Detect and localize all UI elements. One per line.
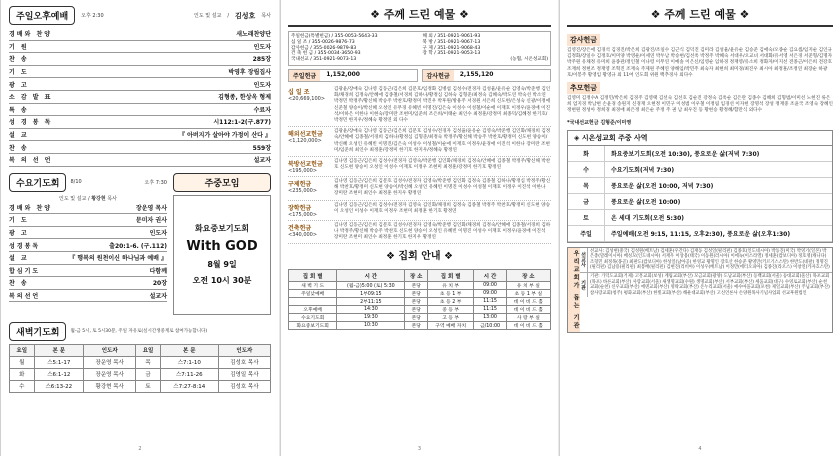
offering-amount: <235,000>: [288, 188, 318, 195]
order-row: [9, 66, 271, 79]
summary-label: 감사헌금: [423, 70, 454, 81]
order-row: [9, 277, 167, 290]
schedule-text: 주일예배(오전 9:15, 11:15, 오후2:30), 풍요로운 삶(오후1:30): [611, 230, 791, 238]
order-row: [9, 202, 167, 215]
table-cell: 스5:1-17: [34, 356, 84, 368]
bank-account-line: 주일헌금(특별헌금) / 355-0053-5643-33: [291, 34, 378, 39]
table-cell: 목: [136, 356, 161, 368]
table-row: [10, 356, 271, 368]
order-value: 시112:1-2(구.877): [213, 119, 271, 127]
offering-label: [288, 129, 334, 154]
table-row: [289, 282, 551, 290]
bank-account-line: 해 외 / 351-0921-9061-93: [422, 34, 481, 39]
table-cell: 초 등 1 부: [428, 290, 474, 298]
order-item: 찬 송: [9, 56, 29, 64]
schedule-text: 풍요로운 삶(오전 10:00, 저녁 7:30): [611, 182, 714, 190]
table-header: 본 문: [34, 344, 84, 356]
offering-names: 김광윤/장애숙 김나영 김동근/김은희 김문호 김성수/전경자 김성율/윤유순 김영숙/박준행 김인화/채경희 김정숙/안혜애 김종철/서경희 김하나/황정심 김형준/최정숙 박정주/황신해 박승주 박찬호/황정미 신도현 양승이/박신혜 오성인 유혜빈 이명진/김은숙 이성수 이성철/이순애 이재호 이정우/윤경애 이진석 이한나 장미란 조현미/임준희 최인수 최정훈/강정미 한기호 한지우/정혜숙 황정연: [334, 129, 551, 153]
order-row: [9, 129, 271, 142]
offering-amount: <1,120,000>: [288, 138, 322, 145]
order-item: 복의선언: [9, 292, 41, 300]
missionary-list: 선교사: 김성현(중국) 김성원(베트남) 김세훈(우간다) 김재동 김성일(필리핀) 김종호(인도네시아) 박동진(미국) 박영기(일본) 박은총(말레이시아) 배성모(인도네시아) 서재우 이상용(태국) 이동원(러시아) 이에녹(이스라엘) 정세훈(캄보디아) 정호영(캐나다) 조형민 최정목(몽골) 최판도(캄보디아) 한성일(남아공) 한영교 황명인 장호산 한승준 황영만(키르기스스탄) 한반도(네팔) 정명진(필리핀) 김남용(필리핀) 최봉배(필리핀) 김현진(리비아) 이성우(베트남) 이정만(에티오피아) 김종진(라오스) 이창연(카자흐스탄): [590, 248, 830, 271]
order-value: 박영후 장립집사: [228, 69, 271, 77]
table-cell: 초 등 1 부 실: [506, 290, 550, 298]
midweek-line1: 화요중보기도회: [194, 224, 250, 234]
table-header: 집 회 별: [428, 270, 474, 282]
schedule-day: 주일: [568, 226, 605, 241]
weekly-schedule-title: ◈ 시온성교회 주중 사역: [568, 131, 832, 146]
table-cell: 장운영 목사: [84, 356, 136, 368]
schedule-text: 풍요로운 삶(오전 10:00): [611, 198, 681, 206]
offering-label: [288, 203, 334, 218]
offering-type: 건축헌금: [288, 224, 312, 232]
table-cell: (월-금)5:00 (토) 5:30: [337, 282, 405, 290]
offering-type: 십 일 조: [288, 88, 310, 96]
order-item: 찬 송: [9, 144, 29, 152]
table-cell: 장운영 목사: [84, 368, 136, 380]
table-cell: 오후예배: [289, 306, 337, 314]
table-cell: 본당: [405, 322, 428, 330]
table-cell: 데 이 비 드 홀: [506, 306, 550, 314]
wed-prayer-date: 8/10: [70, 179, 82, 186]
order-item: 합심기도: [9, 267, 41, 275]
table-header: 시 간: [337, 270, 405, 282]
table-cell: 본당: [405, 290, 428, 298]
midweek-box: [173, 173, 271, 315]
bank-account-line: 장 학 / 351-0921-9053-13: [422, 51, 481, 57]
table-cell: 2부11:15: [337, 298, 405, 306]
schedule-text: 수요기도회(저녁 7:30): [611, 166, 675, 174]
order-value: 설교자: [253, 157, 271, 165]
wed-leader-label: 인도 및 설교: [59, 195, 87, 202]
order-row: [9, 214, 167, 227]
table-cell: 유 치 부 실: [506, 282, 550, 290]
schedule-day: 금: [568, 194, 605, 209]
wed-leader-line: [9, 195, 167, 202]
table-cell: 김성호 목사: [218, 380, 270, 392]
bulletin-page-4: [559, 0, 840, 456]
bulletin-page-2: [0, 0, 279, 456]
schedule-row: [568, 194, 832, 210]
wed-prayer-time: 오후 7:30: [144, 179, 167, 186]
offering-type: 해외선교헌금: [288, 131, 323, 139]
offering-row: [288, 177, 551, 201]
table-cell: 금/10:00: [474, 322, 506, 330]
sunday-pm-leader-title: 목사: [261, 13, 271, 19]
sunday-pm-leader-sep: /: [227, 12, 230, 19]
table-cell: 데 이 비 드 홀: [506, 322, 550, 330]
table-cell: 화요중보기도회: [289, 322, 337, 330]
schedule-row: [568, 226, 832, 242]
table-row: [10, 368, 271, 380]
order-value: 수료자: [253, 106, 271, 114]
offering-label: [288, 223, 334, 242]
order-row: [9, 53, 271, 66]
order-item: 찬 송: [9, 280, 29, 288]
offering-label: [288, 159, 334, 174]
table-cell: 월: [10, 356, 35, 368]
order-item: 특 송: [9, 106, 29, 114]
order-item: 기 원: [9, 43, 29, 51]
table-cell: 11:15: [474, 306, 506, 314]
table-cell: 화: [10, 368, 35, 380]
offering-row: [288, 127, 551, 157]
sunday-pm-leader: 김성호: [235, 11, 256, 20]
table-row: [289, 322, 551, 330]
institution-label: 기관: [580, 273, 588, 297]
dawn-prayer-section: [9, 322, 271, 393]
table-cell: 스7:11-26: [160, 368, 218, 380]
order-value: 장운영 목사: [135, 204, 167, 212]
wed-prayer-order: [9, 202, 167, 303]
midweek-card: [173, 195, 271, 315]
table-header: 요일: [10, 344, 35, 356]
offering-label: [288, 87, 334, 124]
summary-item: [422, 69, 552, 82]
order-row: [9, 116, 271, 129]
table-cell: [289, 298, 337, 306]
dawn-prayer-table: [9, 344, 271, 393]
page-number: 3: [417, 446, 422, 452]
meeting-title: ❖ 집회 안내 ❖: [385, 251, 453, 263]
schedule-day: 화: [568, 146, 605, 161]
wed-prayer-section: [9, 173, 167, 315]
bank-account-line: 십 일 조 / 355-0026-9876-73: [291, 39, 355, 45]
table-cell: 데 이 비 드 홀: [506, 298, 550, 306]
order-row: [9, 290, 167, 303]
offering-title: ❖ 주께 드린 예물 ❖: [288, 6, 551, 27]
bank-account-line: 북 방 / 351-0921-9067-13: [422, 39, 481, 45]
table-row: [289, 314, 551, 322]
order-value: 559장: [252, 144, 271, 152]
meeting-table: [288, 269, 551, 330]
order-value: 새노래찬양단: [236, 31, 271, 39]
order-item: 경배와 찬양: [9, 31, 53, 39]
offering-names: 김나영 김동근/김은희 김문호 김성수/전경자 김영숙/박준행 김인화/채경희 김정숙/안혜애 김종철/서경희 김하나 박정주/황신해 박승주 박찬호 신도현 양승이 오성인 유혜빈 이명진 이성수 이재호 이정우/윤경애 이진석 장미란 조현미 최인수 최정훈 한기호 한지우 황정연: [334, 222, 551, 241]
offering-amount: <340,000>: [288, 231, 318, 238]
order-row: [9, 41, 271, 54]
schedule-row: [568, 146, 832, 162]
offering-names: 김나영 김동근/김은희 김문호 김성수/전경자 김영숙/박준행 김인화 김정숙 김종철 김하나/황정심 박정주/황신해 박찬호/황정미 신도현 양승이/박신혜 오성인 유혜빈 이명진 이성수 이성철 이재호 이정우 이진석 이한나 장미란 조현미 최인수 최정훈 한지우 황정연: [334, 179, 551, 197]
sunday-pm-time: 오후 2:30: [81, 13, 104, 19]
table-cell: 본당: [405, 282, 428, 290]
order-value: 20장: [152, 280, 167, 288]
domestic-mission-note: *국내선교헌금 김형준/이미영: [567, 119, 632, 126]
order-item: 성경봉독: [9, 242, 41, 250]
order-value: 인도자: [253, 43, 271, 51]
order-value: 다함께: [149, 267, 167, 275]
table-cell: 스7:1-10: [160, 356, 218, 368]
schedule-day: 목: [568, 178, 605, 193]
offering-row: [288, 201, 551, 221]
order-item: 기 도: [9, 69, 29, 77]
table-cell: 토: [136, 380, 161, 392]
order-row: [9, 28, 271, 41]
table-cell: 새 벽 기 도: [289, 282, 337, 290]
table-cell: 주일낮예배: [289, 290, 337, 298]
order-value: 『 아버지가 살아야 가정이 산다 』: [179, 132, 271, 140]
dawn-prayer-title: 새벽기도회: [9, 322, 66, 341]
table-cell: 스7:27-8:14: [160, 380, 218, 392]
offering-row: [288, 85, 551, 127]
offering-amount: <195,000>: [288, 168, 318, 175]
order-value: 인도자: [149, 230, 167, 238]
order-row: [9, 252, 167, 265]
memorial-offering-label: 추모헌금: [567, 82, 600, 94]
schedule-row: [568, 162, 832, 178]
table-cell: 09:00: [474, 290, 506, 298]
offering-label: [288, 179, 334, 198]
table-header: 요일: [136, 344, 161, 356]
table-cell: 구역 예배 자치: [428, 322, 474, 330]
sunday-pm-leader-label: 인도 및 설교: [194, 13, 222, 19]
table-row: [10, 380, 271, 392]
order-item: 기 도: [9, 217, 29, 225]
order-value: 출20:1-6. (구.112): [109, 242, 167, 250]
order-row: [9, 239, 167, 252]
table-header: 인도자: [218, 344, 270, 356]
ministry-side-label: 우리교회가 돕는 기관: [568, 248, 580, 332]
table-header: 장 소: [506, 270, 550, 282]
table-header: 본 문: [160, 344, 218, 356]
table-cell: 중 등 부: [428, 306, 474, 314]
table-cell: 김성호 목사: [218, 356, 270, 368]
table-header: 시 간: [474, 270, 506, 282]
bank-account-line: 구 제 / 351-0921-9068-43: [422, 45, 481, 51]
order-item: 경배와 찬양: [9, 204, 53, 212]
table-cell: 초 등 2 부: [428, 298, 474, 306]
bulletin-page-3: [280, 0, 558, 456]
midweek-line4: 오전 10시 30분: [192, 276, 252, 286]
wed-and-midweek-row: [9, 173, 271, 315]
order-row: [9, 227, 167, 240]
offering-type: 구제헌금: [288, 181, 312, 189]
weekly-schedule: [567, 130, 833, 243]
order-value: 문미자 권사: [135, 217, 167, 225]
offering-type: 북방선교헌금: [288, 161, 323, 169]
table-cell: 유 치 부: [428, 282, 474, 290]
bank-account-line: 감사헌금 / 355-0026-9879-83: [291, 45, 357, 51]
bank-note: (농협, 시온성교회): [510, 57, 548, 63]
table-cell: 사 랑 부 실: [506, 314, 550, 322]
bank-accounts-left: [291, 34, 417, 63]
bank-account-line: 국내선교 / 351-0921-9073-13: [291, 57, 357, 63]
table-header: 집 회 별: [289, 270, 337, 282]
schedule-day: 토: [568, 210, 605, 225]
page-number: 2: [138, 446, 142, 452]
order-item: 광 고: [9, 81, 29, 89]
sunday-pm-order: [9, 28, 271, 167]
offering-list: [288, 85, 551, 244]
offering-type: 장학헌금: [288, 204, 312, 212]
order-item: 소 감 발 표: [9, 94, 53, 102]
wed-leader: 황강현: [91, 195, 106, 202]
wed-leader-sep: /: [87, 195, 90, 202]
table-cell: 19:30: [337, 314, 405, 322]
table-cell: 13:00: [474, 314, 506, 322]
summary-item: [288, 69, 418, 82]
offering-names: 김광윤/장애숙 김나영 김동근/김은희 김문호/임정화 김병섭 김성수/전경자 김성율/윤유순 김영숙/박준행 김인화/채경희 김정숙/안혜애 김종철/서경희 김하나/황정심 김하숙 김형준/최정숙 김혜숙/박도연 박숙선 박소연 박정민 박정주/황신해 박승주 박찬호/황정미 박진우 박후원/방용주 서경원 서은희 신도현/은성숙 신광/이정애 신준철 양승이/박신혜 오성인 유무경 유혜빈 이명진/김은숙 이성수 이성철/이순애 이재호 이정우/윤경애 이진석/이하은 이한나 이현숙/장미란 조현미/임준희 조은희/이태순 최인수 최정훈/강정미 최종덕/김혜정 한기호/박정민 한지우/정혜숙 황정연 외 다수: [334, 86, 551, 123]
table-header: 장 소: [405, 270, 428, 282]
wed-leader-title: 목사: [107, 195, 117, 202]
order-row: [9, 265, 167, 278]
order-value: 『 행복의 원천이신 하나님과 예배 』: [69, 255, 167, 263]
table-cell: 11:15: [474, 298, 506, 306]
offering-amount: <20,669,100>: [288, 95, 326, 102]
table-cell: 김영일 목사: [218, 368, 270, 380]
table-cell: 10:30: [337, 322, 405, 330]
summary-amount: 1,152,000: [326, 70, 360, 78]
offering-title-continued: ❖ 주께 드린 예물 ❖: [567, 6, 833, 27]
order-item: 설 교: [9, 255, 29, 263]
table-cell: 고 등 부: [428, 314, 474, 322]
order-item: 광 고: [9, 230, 29, 238]
order-row: [9, 141, 271, 154]
thanks-offering-label: 감사헌금: [567, 34, 600, 46]
offering-names: 김나영 김동근/김은희 김성수/전경자 김영숙 김인화/채경희 김정숙 김종철 박정주 박찬호/황정미 신도현 양승이 오성인 이성수 이재호 이정우 조현미 최정훈 한기호 황정연: [334, 202, 551, 214]
missionary-label: 선교사: [580, 248, 588, 272]
midweek-line2: With GOD: [186, 239, 258, 255]
offering-amount: <175,000>: [288, 211, 318, 218]
order-item: 성 경 봉 독: [9, 119, 53, 127]
order-value: 설교자: [149, 292, 167, 300]
bank-account-line: 건 축 헌 금 / 355-0034-3650-93: [291, 51, 361, 57]
bank-accounts: [288, 31, 551, 66]
bank-accounts-right: [423, 34, 549, 63]
midweek-line3: 8월 9일: [207, 260, 237, 270]
table-row: [289, 306, 551, 314]
table-cell: 황강현 목사: [84, 380, 136, 392]
institution-list: 기관: 가덕도교회(거제) 고흥교회(보성) 계림교회(부산) 모금교회(광양) 도남교회(부산) 동백교회(서울) 등대교회(울산) 목포교회(목포) 바른교회(부산) 사랑교회(서울) 새생명교회(수원) 생명교회(부산) 서부교회(부산) 세움교회(대구) 수영로교회(부산) 순천교회(순천) 신우교회(부산) 에덴교회(부산) 영락교회(부산) 온누리교회(서울) 예수마을교회(포천) 제일교회(부산) 주님교회(부산) 참사랑교회(청주) 평화교회(부산) 한빛교회(부산) 해운대교회(부산) 고신언론사 손양원목사기념사업회 선교후원법인: [590, 274, 830, 296]
table-cell: 1부09:15: [337, 290, 405, 298]
order-row: [9, 91, 271, 104]
order-value: 김형종, 한상옥 형제: [218, 94, 271, 102]
table-cell: 수요기도회: [289, 314, 337, 322]
sunday-pm-title: 주일오후예배: [9, 6, 75, 25]
table-cell: 스6:1-12: [34, 368, 84, 380]
offering-names: 김나영 김동근/김은희 김성수/전경자 김영숙/박준행 김인화/채경희 김정숙/안혜애 김종철 박정주/황신해 박찬호 신도현 양승이 오성인 이성수 이재호 이정우 조현미 최정훈/강정미 한기호 황정연: [334, 159, 551, 171]
summary-amount: 2,155,120: [459, 70, 494, 78]
summary-label: 주일헌금: [289, 70, 320, 81]
order-item: 복 의 선 언: [9, 157, 53, 165]
table-cell: 본당: [405, 298, 428, 306]
midweek-title: 주중모임: [173, 173, 271, 192]
ministry-support: [567, 247, 833, 333]
order-row: [9, 78, 271, 91]
memorial-offering-names: 김영미 김정수A 김정민/박은희 김경주 김영택 김선숙 김선호 김순진 강정숙 김옥순 김은란 김종수 김해희 김형범/이미선 노현진 류은희 엄지경 박남현 손윤경 송원지 신경재 오현정 이민구 이성범 이우철 이정림 임경선 이자헌 장명석 장성 정재중 조윤국 조영숙 장혜인 정현원 정성아 정희경 최경애 최은정 최은순 주정 주 권 남 최우진 등 황현승 황정혜/함만식 외다수: [567, 96, 833, 114]
table-cell: 본당: [405, 314, 428, 322]
schedule-day: 수: [568, 162, 605, 177]
table-cell: 수: [10, 380, 35, 392]
order-value: 285장: [252, 56, 271, 64]
table-cell: 스6:13-22: [34, 380, 84, 392]
table-header: 인도자: [84, 344, 136, 356]
order-row: [9, 104, 271, 117]
sunday-pm-section: [9, 6, 271, 167]
order-row: [9, 154, 271, 167]
offering-row: [288, 157, 551, 177]
dawn-prayer-note: 월-금 5시, 토 5시30분, 주일 자유로(실시간생중계로 참여가능합니다): [70, 329, 208, 335]
offering-summary: [288, 69, 551, 82]
table-cell: 금: [136, 368, 161, 380]
schedule-text: 화요중보기도회(오전 10:30), 풍요로운 삶(저녁 7:30): [611, 150, 760, 158]
table-row: [289, 290, 551, 298]
table-cell: 14:30: [337, 306, 405, 314]
wed-prayer-title: 수요기도회: [9, 173, 66, 192]
order-item: 설 교: [9, 132, 29, 140]
table-row: [289, 298, 551, 306]
table-cell: 본당: [405, 306, 428, 314]
order-value: 인도자: [253, 81, 271, 89]
page-number: 4: [698, 446, 702, 452]
offering-row: [288, 221, 551, 245]
schedule-row: [568, 210, 832, 226]
table-cell: 09:00: [474, 282, 506, 290]
schedule-row: [568, 178, 832, 194]
schedule-text: 온 세대 기도회(오전 5:30): [611, 214, 685, 222]
thanks-offering-names: 김영진/장은애 김경석 김경진/박은희 김광진/조일수 김근식 김덕진 김미라 김성율/윤유순 김승준 김애숙/오종순 김요셉/임지순 김인규 김정화/장일수 김정호/이미양 박영운/이세연 박두남 박승현/김선옥 박정주 박혜숙 서대우/오교녀 서대화/유서영 서은경 서준형/김명자 박주원 유채정 유미희 윤종관/정인철 이나령 이무연 이예솔 이은신/임영순 임하경 정재영/유소희 정화자/이지선 전종근/이은희 전강호 조재희 정현조 정재영 조혁진 조재숙 주제원 주혜연 양해임/박민주 최숙자 최현희 최미경/최진우 최시아 최정훈/조정연 최장순 하광호/이봉주 황영임 황영규 외 11여 인도회 위원 백추경사 외다수: [567, 48, 833, 78]
